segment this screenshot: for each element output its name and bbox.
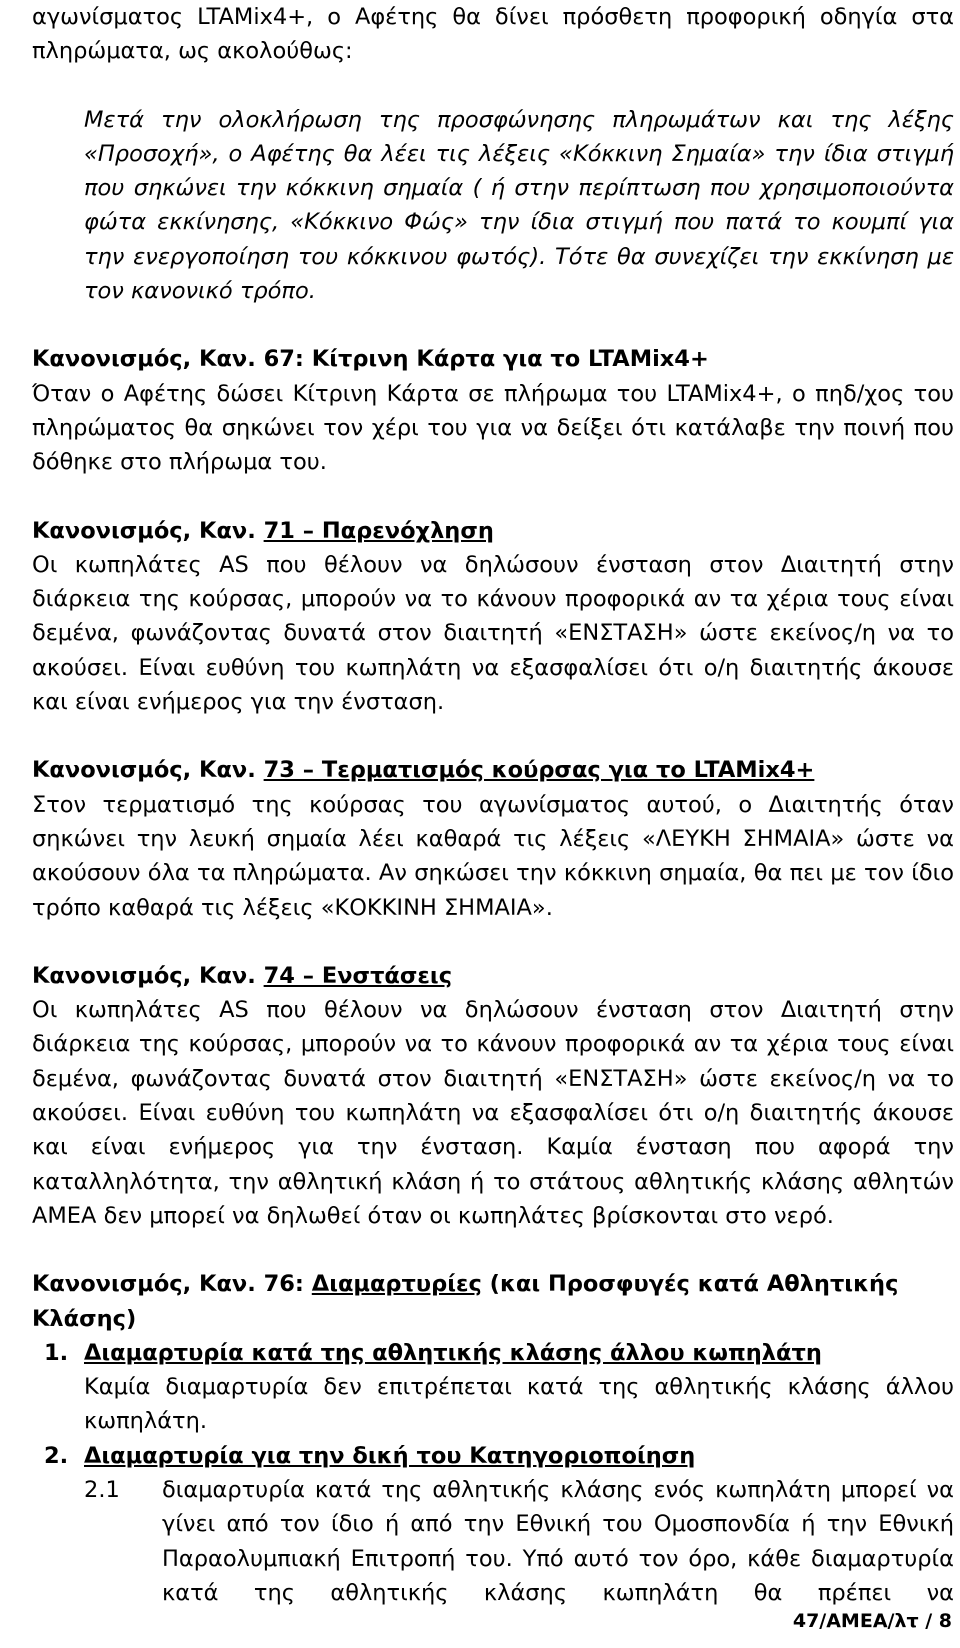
list-number: 2. [44,1442,69,1469]
section-body: Όταν ο Αφέτης δώσει Κίτρινη Κάρτα σε πλήρωμα του LTAMix4+, ο πηδ/χος του πληρώματος θα σηκώνει τον χέρι του για να δείξει ότι κατάλαβε την ποινή που δόθηκε στο πλήρωμα του. [32,380,954,476]
section-heading: Κανονισμός, Καν. 76: Διαμαρτυρίες (και Προσφυγές κατά Αθλητικής Κλάσης) [32,1271,899,1332]
sub-item-body: διαμαρτυρία κατά της αθλητικής κλάσης ενός κωπηλάτη μπορεί να γίνει από τον ίδιο ή από την Εθνική του Ομοσπονδία ή την Εθνική Παραολυμπιακή Επιτροπή του. Υπό αυτό τον όρο, κάθε διαμαρτυρία κατά της αθλητικής κλάσης κωπηλάτη θα πρέπει να [162,1476,954,1606]
section-74 [32,959,954,1233]
section-76 [32,1267,954,1610]
list-item-title: Διαμαρτυρία κατά της αθλητικής κλάσης άλλου κωπηλάτη [84,1339,822,1366]
section-body: Οι κωπηλάτες AS που θέλουν να δηλώσουν ένσταση στον Διαιτητή στην διάρκεια της κούρσας, μπορούν να το κάνουν προφορικά αν τα χέρια τους είναι δεμένα, φωνάζοντας δυνατά στον διαιτητή «ΕΝΣΤΑΣΗ» ώστε εκείνος/η να το ακούσει. Είναι ευθύνη του κωπηλάτη να εξασφαλίσει ότι ο/η διαιτητής άκουσε και είναι ενήμερος για την ένσταση. [32,551,954,716]
quoted-instruction: Μετά την ολοκλήρωση της προσφώνησης πληρωμάτων και της λέξης «Προσοχή», ο Αφέτης θα λέει τις λέξεις «Κόκκινη Σημαία» την ίδια στιγμή που σηκώνει την κόκκινη σημαία ( ή στην περίπτωση που χρησιμοποιούντα φώτα εκκίνησης, «Κόκκινο Φώς» την ίδια στιγμή που πατά το κουμπί για την ενεργοποίηση του κόκκινου φωτός). Τότε θα συνεχίζει την εκκίνηση με τον κανονικό τρόπο. [84,106,954,305]
section-heading: Κανονισμός, Καν. 71 – Παρενόχληση [32,517,494,544]
document-page [32,0,954,1610]
sub-item-number: 2.1 [84,1476,120,1503]
intro-paragraph: αγωνίσματος LTAMix4+, ο Αφέτης θα δίνει πρόσθετη προφορική οδηγία στα πληρώματα, ως ακολούθως: [32,4,954,65]
section-heading: Κανονισμός, Καν. 73 – Τερματισμός κούρσας για το LTAMix4+ [32,757,815,784]
list-number: 1. [44,1339,69,1366]
section-73 [32,753,954,924]
section-body: Οι κωπηλάτες AS που θέλουν να δηλώσουν ένσταση στον Διαιτητή στην διάρκεια της κούρσας, μπορούν να το κάνουν προφορικά αν τα χέρια τους είναι δεμένα, φωνάζοντας δυνατά στον διαιτητή «ΕΝΣΤΑΣΗ» ώστε εκείνος/η να το ακούσει. Είναι ευθύνη του κωπηλάτη να εξασφαλίσει ότι ο/η διαιτητής άκουσε και είναι ενήμερος για την ένσταση. Καμία ένσταση που αφορά την καταλληλότητα, την αθλητική κλάση ή το στάτους αθλητικής κλάσης αθλητών ΑΜΕΑ δεν μπορεί να δηλωθεί όταν οι κωπηλάτες βρίσκονται στο νερό. [32,997,954,1229]
sub-item [32,1473,954,1610]
list-item [32,1336,954,1439]
list-item [32,1439,954,1473]
protest-list [32,1336,954,1610]
page-footer: 47/ΑΜΕΑ/λτ / 8 [792,1610,952,1632]
section-67 [32,342,954,479]
section-heading: Κανονισμός, Καν. 67: Κίτρινη Κάρτα για το LTAMix4+ [32,346,709,373]
section-body: Στον τερματισμό της κούρσας του αγωνίσματος αυτού, ο Διαιτητής όταν σηκώνει την λευκή σημαία λέει καθαρά τις λέξεις «ΛΕΥΚΗ ΣΗΜΑΙΑ» ώστε να ακούσουν όλα τα πληρώματα. Αν σηκώσει την κόκκινη σημαία, θα πει με τον ίδιο τρόπο καθαρά τις λέξεις «ΚΟΚΚΙΝΗ ΣΗΜΑΙΑ». [32,791,954,921]
list-item-title: Διαμαρτυρία για την δική του Κατηγοριοποίηση [84,1442,696,1469]
section-heading: Κανονισμός, Καν. 74 – Ενστάσεις [32,962,453,989]
list-item-body: Καμία διαμαρτυρία δεν επιτρέπεται κατά της αθλητικής κλάσης άλλου κωπηλάτη. [84,1374,954,1435]
section-71 [32,514,954,720]
